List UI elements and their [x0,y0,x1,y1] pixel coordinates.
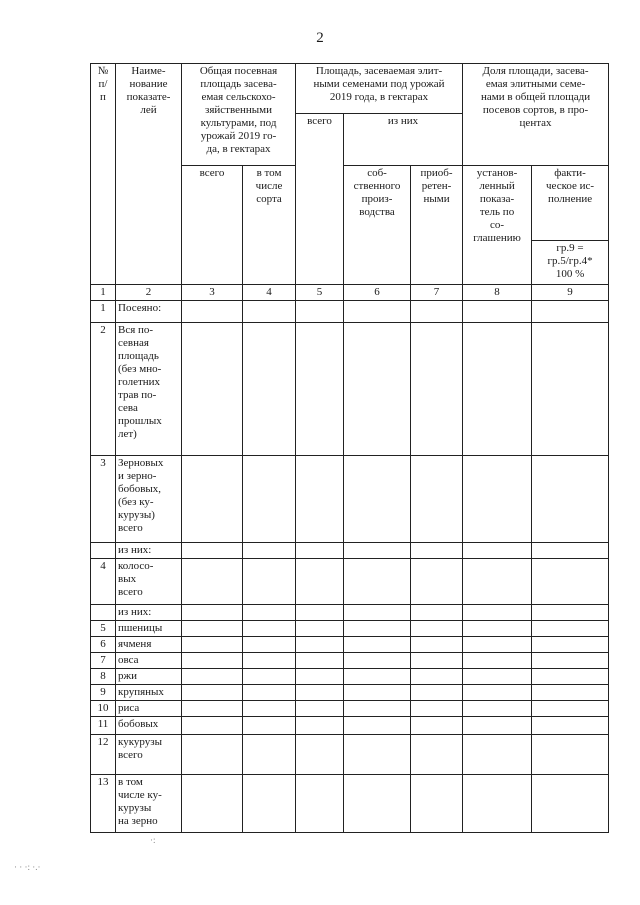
data-cell[interactable] [243,701,296,717]
data-cell[interactable] [296,621,344,637]
data-cell[interactable] [463,301,532,323]
row-number: 7 [91,653,116,669]
data-cell[interactable] [532,701,609,717]
header-incl-varieties: в том числе сорта [243,166,296,285]
row-label: овса [116,653,182,669]
data-cell[interactable] [532,637,609,653]
row-number: 1 [91,301,116,323]
page-number: 2 [316,30,324,46]
data-cell[interactable] [344,701,411,717]
data-cell[interactable] [344,456,411,543]
header-total: всего [182,166,243,285]
data-cell[interactable] [532,301,609,323]
header-col-total-sown-area: Общая посевная площадь засева- емая сельскохо- зяйственными культурами, под урожай 2019 го- да, в гектарах [182,64,296,166]
data-cell[interactable] [182,701,243,717]
data-cell[interactable] [532,621,609,637]
data-cell[interactable] [296,559,344,605]
row-label: риса [116,701,182,717]
data-cell[interactable] [411,621,463,637]
data-cell[interactable] [411,637,463,653]
data-cell[interactable] [296,456,344,543]
row-label: Зерновых и зерно- бобовых, (без ку- курузы) всего [116,456,182,543]
data-cell[interactable] [243,621,296,637]
data-cell[interactable] [411,701,463,717]
data-cell[interactable] [243,301,296,323]
row-number: 6 [91,637,116,653]
data-cell[interactable] [532,653,609,669]
column-number: 1 [91,285,116,301]
row-label: из них: [116,543,182,559]
data-cell[interactable] [344,323,411,456]
header-established-indicator: установ- ленный показа- тель по со- глашению [463,166,532,285]
data-cell[interactable] [296,323,344,456]
data-cell[interactable] [243,653,296,669]
data-cell[interactable] [532,323,609,456]
data-cell[interactable] [344,301,411,323]
data-cell[interactable] [463,701,532,717]
data-cell[interactable] [296,605,344,621]
column-number: 9 [532,285,609,301]
data-cell[interactable] [243,685,296,701]
row-label: Посеяно: [116,301,182,323]
data-cell[interactable] [344,735,411,775]
data-cell[interactable] [344,543,411,559]
data-cell[interactable] [463,605,532,621]
scan-noise: · · ·: ·.· [14,862,41,872]
table-row [91,735,609,775]
table-row [91,323,609,456]
data-cell[interactable] [243,717,296,735]
data-cell[interactable] [243,775,296,833]
data-cell[interactable] [532,717,609,735]
column-number: 4 [243,285,296,301]
data-cell[interactable] [463,669,532,685]
data-cell[interactable] [182,323,243,456]
column-number: 5 [296,285,344,301]
header-col-indicator-name: Наиме- нование показате- лей [116,64,182,285]
data-cell[interactable] [296,653,344,669]
data-cell[interactable] [243,543,296,559]
table-row [91,685,609,701]
row-number: 5 [91,621,116,637]
header-actual-execution: факти- ческое ис- полнение [532,166,609,241]
data-cell[interactable] [463,775,532,833]
data-cell[interactable] [344,621,411,637]
data-cell[interactable] [411,685,463,701]
row-label: ячменя [116,637,182,653]
data-cell[interactable] [532,543,609,559]
data-cell[interactable] [463,456,532,543]
data-cell[interactable] [344,669,411,685]
data-cell[interactable] [243,669,296,685]
data-cell[interactable] [182,621,243,637]
row-number: 3 [91,456,116,543]
table-row [91,621,609,637]
row-label: в том числе ку- курузы на зерно [116,775,182,833]
header-formula: гр.9 = гр.5/гр.4* 100 % [532,241,609,285]
table-row [91,701,609,717]
data-cell[interactable] [243,605,296,621]
data-cell[interactable] [411,775,463,833]
data-cell[interactable] [296,775,344,833]
row-label: ржи [116,669,182,685]
table-row [91,653,609,669]
data-cell[interactable] [411,301,463,323]
data-cell[interactable] [463,653,532,669]
data-cell[interactable] [344,637,411,653]
data-cell[interactable] [296,301,344,323]
table-row [91,543,609,559]
data-cell[interactable] [344,685,411,701]
data-cell[interactable] [344,559,411,605]
table-row [91,301,609,323]
data-cell[interactable] [532,685,609,701]
data-cell[interactable] [411,717,463,735]
data-cell[interactable] [532,775,609,833]
data-cell[interactable] [182,669,243,685]
data-cell[interactable] [182,301,243,323]
table-row [91,669,609,685]
row-number: 11 [91,717,116,735]
data-cell[interactable] [532,735,609,775]
data-cell[interactable] [243,559,296,605]
data-cell[interactable] [463,559,532,605]
data-cell[interactable] [296,543,344,559]
data-cell[interactable] [182,456,243,543]
header-of-which: из них [344,114,463,166]
column-number: 2 [116,285,182,301]
data-cell[interactable] [182,685,243,701]
table-row [91,775,609,833]
data-cell[interactable] [463,735,532,775]
data-cell[interactable] [296,685,344,701]
data-cell[interactable] [411,653,463,669]
header-col-elite-area: Площадь, засеваемая элит- ными семенами под урожай 2019 года, в гектарах [296,64,463,114]
data-cell[interactable] [532,559,609,605]
data-cell[interactable] [463,637,532,653]
header-col-elite-share: Доля площади, засева- емая элитными семе- нами в общей площади посевов сортов, в про- центах [463,64,609,166]
data-cell[interactable] [411,559,463,605]
data-cell[interactable] [463,685,532,701]
header-col-number: № п/ п [91,64,116,285]
data-cell[interactable] [411,456,463,543]
data-cell[interactable] [182,543,243,559]
row-label: колосо- вых всего [116,559,182,605]
data-cell[interactable] [532,456,609,543]
data-cell[interactable] [344,717,411,735]
row-label: бобовых [116,717,182,735]
table-row [91,559,609,605]
data-cell[interactable] [296,669,344,685]
column-number: 7 [411,285,463,301]
header-elite-total: всего [296,114,344,285]
data-cell[interactable] [344,605,411,621]
table-row [91,605,609,621]
data-cell[interactable] [463,717,532,735]
data-cell[interactable] [296,735,344,775]
data-cell[interactable] [182,717,243,735]
column-number: 6 [344,285,411,301]
data-cell[interactable] [344,653,411,669]
row-label: крупяных [116,685,182,701]
data-cell[interactable] [411,735,463,775]
header-own-production: соб- ственного произ- водства [344,166,411,285]
data-cell[interactable] [344,775,411,833]
row-number [91,543,116,559]
data-cell[interactable] [182,735,243,775]
data-cell[interactable] [182,637,243,653]
data-cell[interactable] [532,605,609,621]
row-number: 9 [91,685,116,701]
data-cell[interactable] [296,637,344,653]
row-number: 4 [91,559,116,605]
header-purchased: приоб- ретен- ными [411,166,463,285]
scan-noise: ·: [150,835,156,845]
column-number: 3 [182,285,243,301]
data-cell[interactable] [296,717,344,735]
data-cell[interactable] [463,323,532,456]
row-label: пшеницы [116,621,182,637]
seed-area-form-table [90,63,609,833]
data-cell[interactable] [411,543,463,559]
table-row [91,456,609,543]
data-cell[interactable] [182,653,243,669]
table-row [91,717,609,735]
row-number: 8 [91,669,116,685]
data-cell[interactable] [243,323,296,456]
row-number: 10 [91,701,116,717]
data-cell[interactable] [182,775,243,833]
data-cell[interactable] [411,323,463,456]
row-number [91,605,116,621]
data-cell[interactable] [296,701,344,717]
data-cell[interactable] [532,669,609,685]
table-row [91,637,609,653]
data-cell[interactable] [243,456,296,543]
column-number: 8 [463,285,532,301]
row-label: кукурузы всего [116,735,182,775]
data-cell[interactable] [463,543,532,559]
row-label: Вся по- севная площадь (без мно- голетних трав по- сева прошлых лет) [116,323,182,456]
data-cell[interactable] [463,621,532,637]
row-number: 12 [91,735,116,775]
data-cell[interactable] [411,669,463,685]
data-cell[interactable] [243,735,296,775]
data-cell[interactable] [411,605,463,621]
data-cell[interactable] [182,559,243,605]
data-cell[interactable] [182,605,243,621]
row-number: 2 [91,323,116,456]
row-number: 13 [91,775,116,833]
row-label: из них: [116,605,182,621]
data-cell[interactable] [243,637,296,653]
